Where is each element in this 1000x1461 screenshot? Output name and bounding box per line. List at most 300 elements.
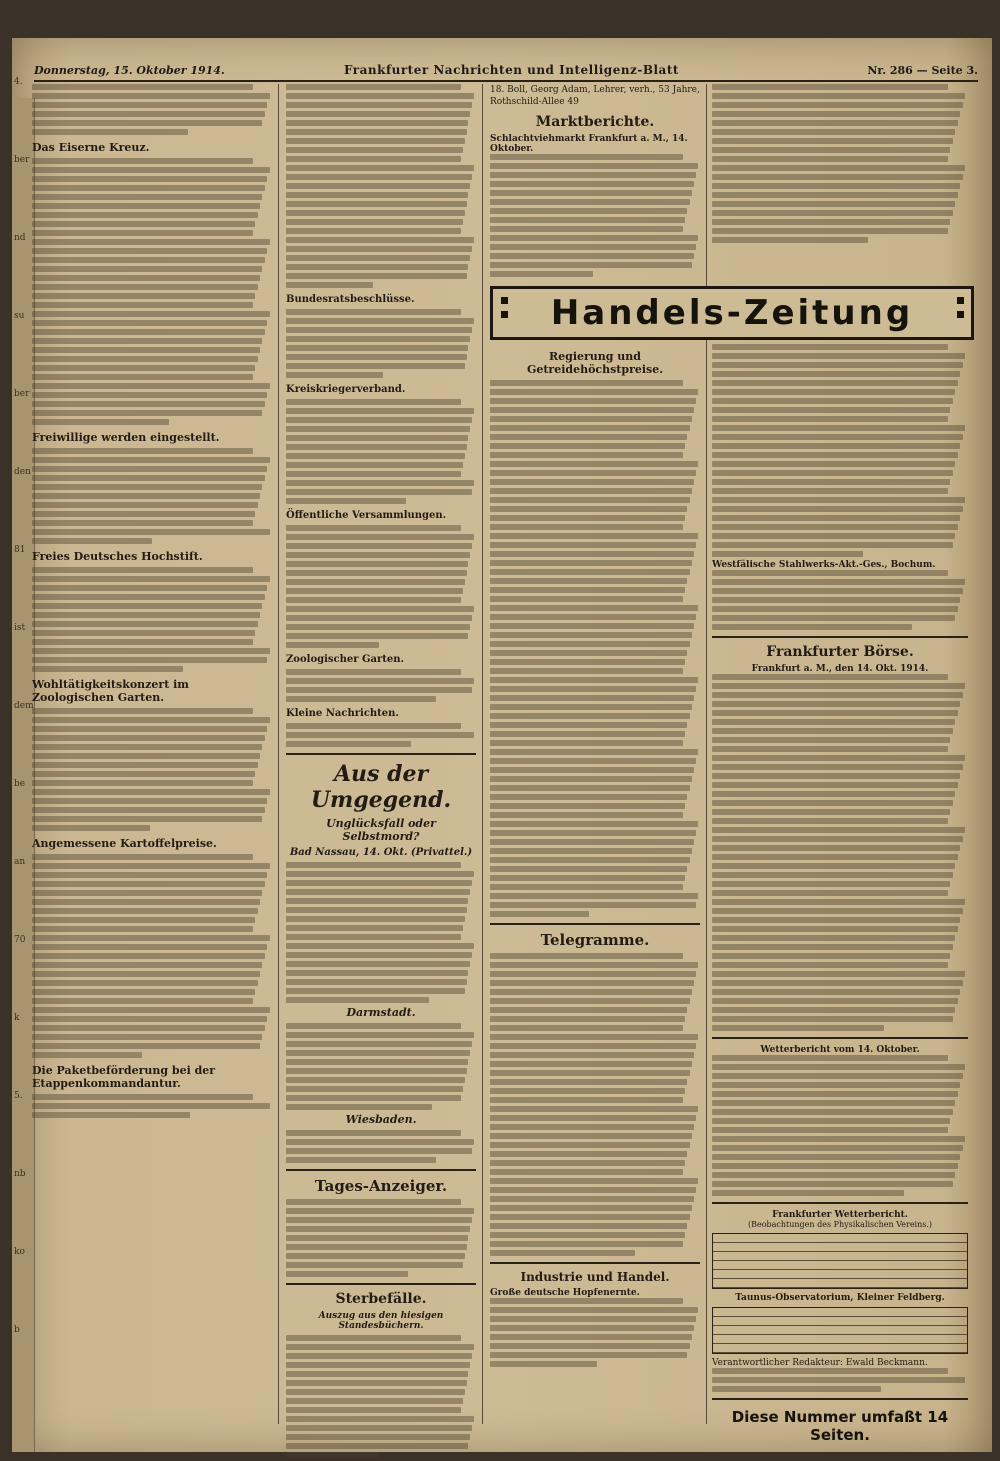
text-block [712,1055,968,1196]
text-line [286,165,474,171]
text-line [490,452,683,458]
text-line [712,701,960,707]
text-line [490,875,685,881]
gutter-fragment: 5. [14,1091,23,1101]
text-line [490,1115,696,1121]
text-line [490,1250,635,1256]
text-line [490,1142,690,1148]
section-heading: Wohltätigkeitskonzert im Zoologischen Garten. [32,678,189,704]
text-line [712,944,953,950]
text-line [286,1041,472,1047]
gutter-fragment: be [14,779,26,789]
text-line [712,1055,948,1061]
issue-pages-note: Diese Nummer umfaßt 14 Seiten. [731,1408,949,1444]
text-line [490,1298,683,1304]
table-row [713,1252,967,1261]
section-heading: Zoologischer Garten. [286,654,405,665]
text-line [712,551,863,557]
text-line [712,746,948,752]
text-line [286,426,470,432]
hopfen-heading: Große deutsche Hopfenernte. [490,1288,640,1298]
text-line [32,717,270,723]
text-line [32,520,253,526]
text-line [490,911,589,917]
text-line [490,749,698,755]
text-line [712,542,953,548]
text-line [286,669,461,675]
section-heading: Die Paketbeförderung bei der Etappenkommandantur. [32,1064,216,1090]
gutter-fragment: ko [14,1247,25,1257]
industrie-heading: Industrie und Handel. [520,1270,670,1284]
text-line [286,282,373,288]
text-line [490,695,694,701]
text-line [286,988,465,994]
text-line [286,489,472,495]
sterbefaelle-heading: Sterbefälle. [335,1291,427,1307]
text-line [286,741,411,747]
text-line [286,898,468,904]
text-line [286,480,474,486]
text-line [490,1232,685,1238]
text-line [32,203,260,209]
editor-line: Verantwortlicher Redakteur: Ewald Beckmann. [712,1358,928,1368]
text-line [286,309,461,315]
text-line [490,380,683,386]
text-block [712,344,968,557]
text-line [712,899,965,905]
text-line [712,183,960,189]
text-line [32,762,258,768]
text-line [286,925,463,931]
text-block [286,1335,476,1458]
text-line [490,244,696,250]
text-line [490,1052,694,1058]
text-line [32,275,260,281]
text-line [32,365,255,371]
text-line [32,1025,265,1031]
text-line [286,1452,379,1458]
column-3-bottom [490,344,700,1370]
text-line [286,408,474,414]
text-line [32,511,255,517]
text-line [286,642,379,648]
text-line [490,434,687,440]
text-line [32,293,255,299]
text-line [490,470,696,476]
text-line [32,917,255,923]
text-line [286,183,470,189]
text-line [32,221,255,227]
text-line [286,1104,432,1110]
text-line [490,389,698,395]
text-line [490,1205,692,1211]
text-line [490,704,692,710]
text-line [286,624,470,630]
text-line [712,1163,958,1169]
text-line [286,1059,468,1065]
handels-zeitung-banner [490,286,974,340]
text-line [286,264,468,270]
text-line [712,719,955,725]
text-line [286,1398,463,1404]
text-line [286,354,467,360]
text-line [286,862,461,868]
text-line [490,506,687,512]
text-line [712,156,948,162]
text-line [490,542,696,548]
section-heading: Angemessene Kartoffelpreise. [32,837,217,850]
text-line [490,271,593,277]
text-line [32,872,267,878]
text-block [712,1368,968,1392]
aus-der-umgegend-heading: Aus der Umgegend. [310,761,452,813]
text-block [490,1298,700,1367]
text-line [32,980,258,986]
text-line [32,989,255,995]
text-line [286,228,461,234]
text-line [490,989,692,995]
text-line [490,190,692,196]
text-line [32,962,262,968]
text-line [32,347,260,353]
text-line [490,1196,694,1202]
text-line [490,1169,683,1175]
text-line [490,443,685,449]
text-line [32,185,265,191]
text-line [490,1025,683,1031]
stahlwerk-heading: Westfälische Stahlwerks-Akt.-Ges., Bochum. [712,560,936,570]
text-line [490,515,685,521]
text-line [32,881,265,887]
text-line [490,199,690,205]
text-line [32,780,253,786]
text-line [286,1077,465,1083]
text-line [32,538,152,544]
text-line [286,934,461,940]
text-line [32,639,253,645]
text-line [490,668,683,674]
text-line [712,1082,960,1088]
divider [712,1202,968,1204]
text-line [32,621,258,627]
text-line [32,926,253,932]
text-line [712,791,955,797]
text-line [712,597,960,603]
text-line [712,1118,950,1124]
text-line [490,893,698,899]
column-1 [32,84,272,1121]
text-line [32,419,169,425]
text-line [490,740,683,746]
text-line [32,666,183,672]
text-line [32,648,270,654]
text-line [286,444,467,450]
text-line [712,588,963,594]
text-block [286,1130,476,1163]
text-line [712,953,950,959]
divider [286,1169,476,1171]
section-heading: Freiwillige werden eingestellt. [32,431,220,444]
text-line [32,302,253,308]
table-row [713,1279,967,1288]
text-line [286,561,468,567]
text-line [490,785,690,791]
text-line [490,632,692,638]
text-line [712,935,955,941]
text-line [712,800,953,806]
text-line [490,533,698,539]
text-line [712,962,948,968]
text-line [712,425,965,431]
text-line [490,1151,687,1157]
text-line [286,597,461,603]
text-line [490,821,698,827]
column-4-top [712,84,968,246]
text-line [286,1050,470,1056]
text-line [286,1434,470,1440]
text-line [490,767,694,773]
text-line [286,246,472,252]
text-line [32,284,258,290]
text-line [712,989,960,995]
gutter-fragment: 70 [14,935,26,945]
text-line [32,120,262,126]
text-line [286,525,461,531]
text-line [712,138,953,144]
text-line [712,764,963,770]
text-line [286,237,474,243]
text-line [712,1368,948,1374]
dateline: Bad Nassau, 14. Okt. (Privattel.) [289,847,473,858]
text-line [712,845,960,851]
text-line [32,899,260,905]
text-line [490,713,690,719]
text-line [286,943,474,949]
text-line [32,129,188,135]
text-line [286,327,472,333]
text-line [286,570,467,576]
column-rule [482,84,483,1424]
text-block [712,674,968,1031]
text-line [490,479,694,485]
subheading: Auszug aus den hiesigen Standesbüchern. [318,1311,444,1331]
text-line [286,1253,465,1259]
text-line [286,1425,472,1431]
text-line [32,585,267,591]
text-line [490,614,696,620]
text-line [490,1343,690,1349]
text-line [490,953,683,959]
text-line [712,809,950,815]
text-line [490,1043,696,1049]
text-line [32,448,253,454]
text-line [712,917,960,923]
table-row [713,1261,967,1270]
text-line [32,111,265,117]
subheading: Schlachtviehmarkt Frankfurt a. M., 14. Oktober. [490,134,688,154]
text-line [32,93,270,99]
text-line [32,594,265,600]
subheading: Unglücksfall oder Selbstmord? [326,817,436,843]
text-line [712,728,953,734]
text-line [32,735,265,741]
text-line [712,1154,960,1160]
text-line [286,1226,470,1232]
text-line [32,825,150,831]
column-rule [278,84,279,1424]
text-line [712,380,958,386]
table-row [713,1344,967,1353]
text-line [490,1061,692,1067]
text-line [286,1032,474,1038]
section-heading: Das Eiserne Kreuz. [32,141,150,154]
text-line [712,147,950,153]
text-line [712,872,953,878]
text-line [32,1094,253,1100]
text-line [32,744,262,750]
text-line [286,372,383,378]
text-block [712,570,968,630]
text-line [490,1316,696,1322]
text-line [286,156,461,162]
text-line [32,603,262,609]
text-line [32,338,262,344]
text-line [712,692,963,698]
text-line [286,1443,468,1449]
text-line [712,998,958,1004]
text-line [490,181,694,187]
text-line [712,524,958,530]
text-block [32,84,272,135]
text-line [286,916,465,922]
text-line [712,452,958,458]
text-line [32,212,258,218]
text-line [712,506,963,512]
text-line [286,1380,467,1386]
text-block [32,158,272,425]
text-line [32,257,265,263]
text-line [286,1407,461,1413]
text-line [32,102,267,108]
gutter-fragment: b [14,1325,20,1335]
text-line [32,1007,270,1013]
text-line [712,971,965,977]
text-line [712,755,965,761]
text-line [490,884,683,890]
text-line [32,798,267,804]
text-line [490,398,696,404]
taunus-heading: Taunus-Observatorium, Kleiner Feldberg. [735,1293,945,1303]
text-line [490,524,683,530]
text-line [490,587,685,593]
text-line [286,111,470,117]
text-line [32,466,267,472]
text-line [712,1172,955,1178]
text-line [490,650,687,656]
table-row [713,1234,967,1243]
text-line [712,1109,953,1115]
text-block [32,1094,272,1118]
text-line [286,1157,436,1163]
wetter-frankfurt-sub: (Beobachtungen des Physikalischen Vereins.) [747,1220,933,1229]
text-line [286,192,468,198]
text-line [32,657,267,663]
subheading: Darmstadt. [346,1006,416,1019]
text-line [32,529,270,535]
text-line [286,1139,474,1145]
divider [490,1262,700,1264]
text-line [490,1088,685,1094]
text-line [32,410,262,416]
text-line [286,471,461,477]
text-line [32,1034,262,1040]
text-line [286,174,472,180]
text-line [490,1178,698,1184]
text-line [490,1160,685,1166]
text-block [286,309,476,378]
text-line [490,497,690,503]
text-line [32,708,253,714]
text-line [32,944,267,950]
text-line [490,857,690,863]
text-block [286,399,476,504]
text-line [286,138,465,144]
text-line [712,890,948,896]
text-line [712,782,958,788]
text-line [712,615,955,621]
handels-zeitung-title: Handels-Zeitung [550,293,914,333]
text-line [712,1190,904,1196]
text-line [286,93,474,99]
text-line [32,567,253,573]
text-line [286,732,474,738]
text-line [32,484,262,490]
text-line [490,722,687,728]
text-line [286,462,463,468]
text-line [712,710,958,716]
text-line [490,866,687,872]
gutter-fragment: an [14,857,26,867]
text-line [286,435,468,441]
text-line [32,374,253,380]
text-line [490,902,696,908]
text-line [286,997,429,1003]
text-line [32,266,262,272]
text-line [286,336,470,342]
text-line [712,407,950,413]
text-line [490,1307,698,1313]
text-line [712,165,965,171]
section-heading: Kreiskriegerverband. [286,384,406,395]
text-line [32,356,258,362]
text-line [490,1214,690,1220]
gutter-fragment: ist [14,623,26,633]
text-line [490,1223,687,1229]
text-line [712,818,948,824]
text-line [32,576,270,582]
column-3-top [490,84,700,280]
text-line [286,633,468,639]
text-line [712,488,948,494]
text-line [286,1199,461,1205]
text-line [712,683,965,689]
text-line [490,1034,698,1040]
text-line [490,839,694,845]
text-line [32,890,262,896]
gutter-fragment: k [14,1013,20,1023]
text-line [32,908,258,914]
text-line [32,167,270,173]
